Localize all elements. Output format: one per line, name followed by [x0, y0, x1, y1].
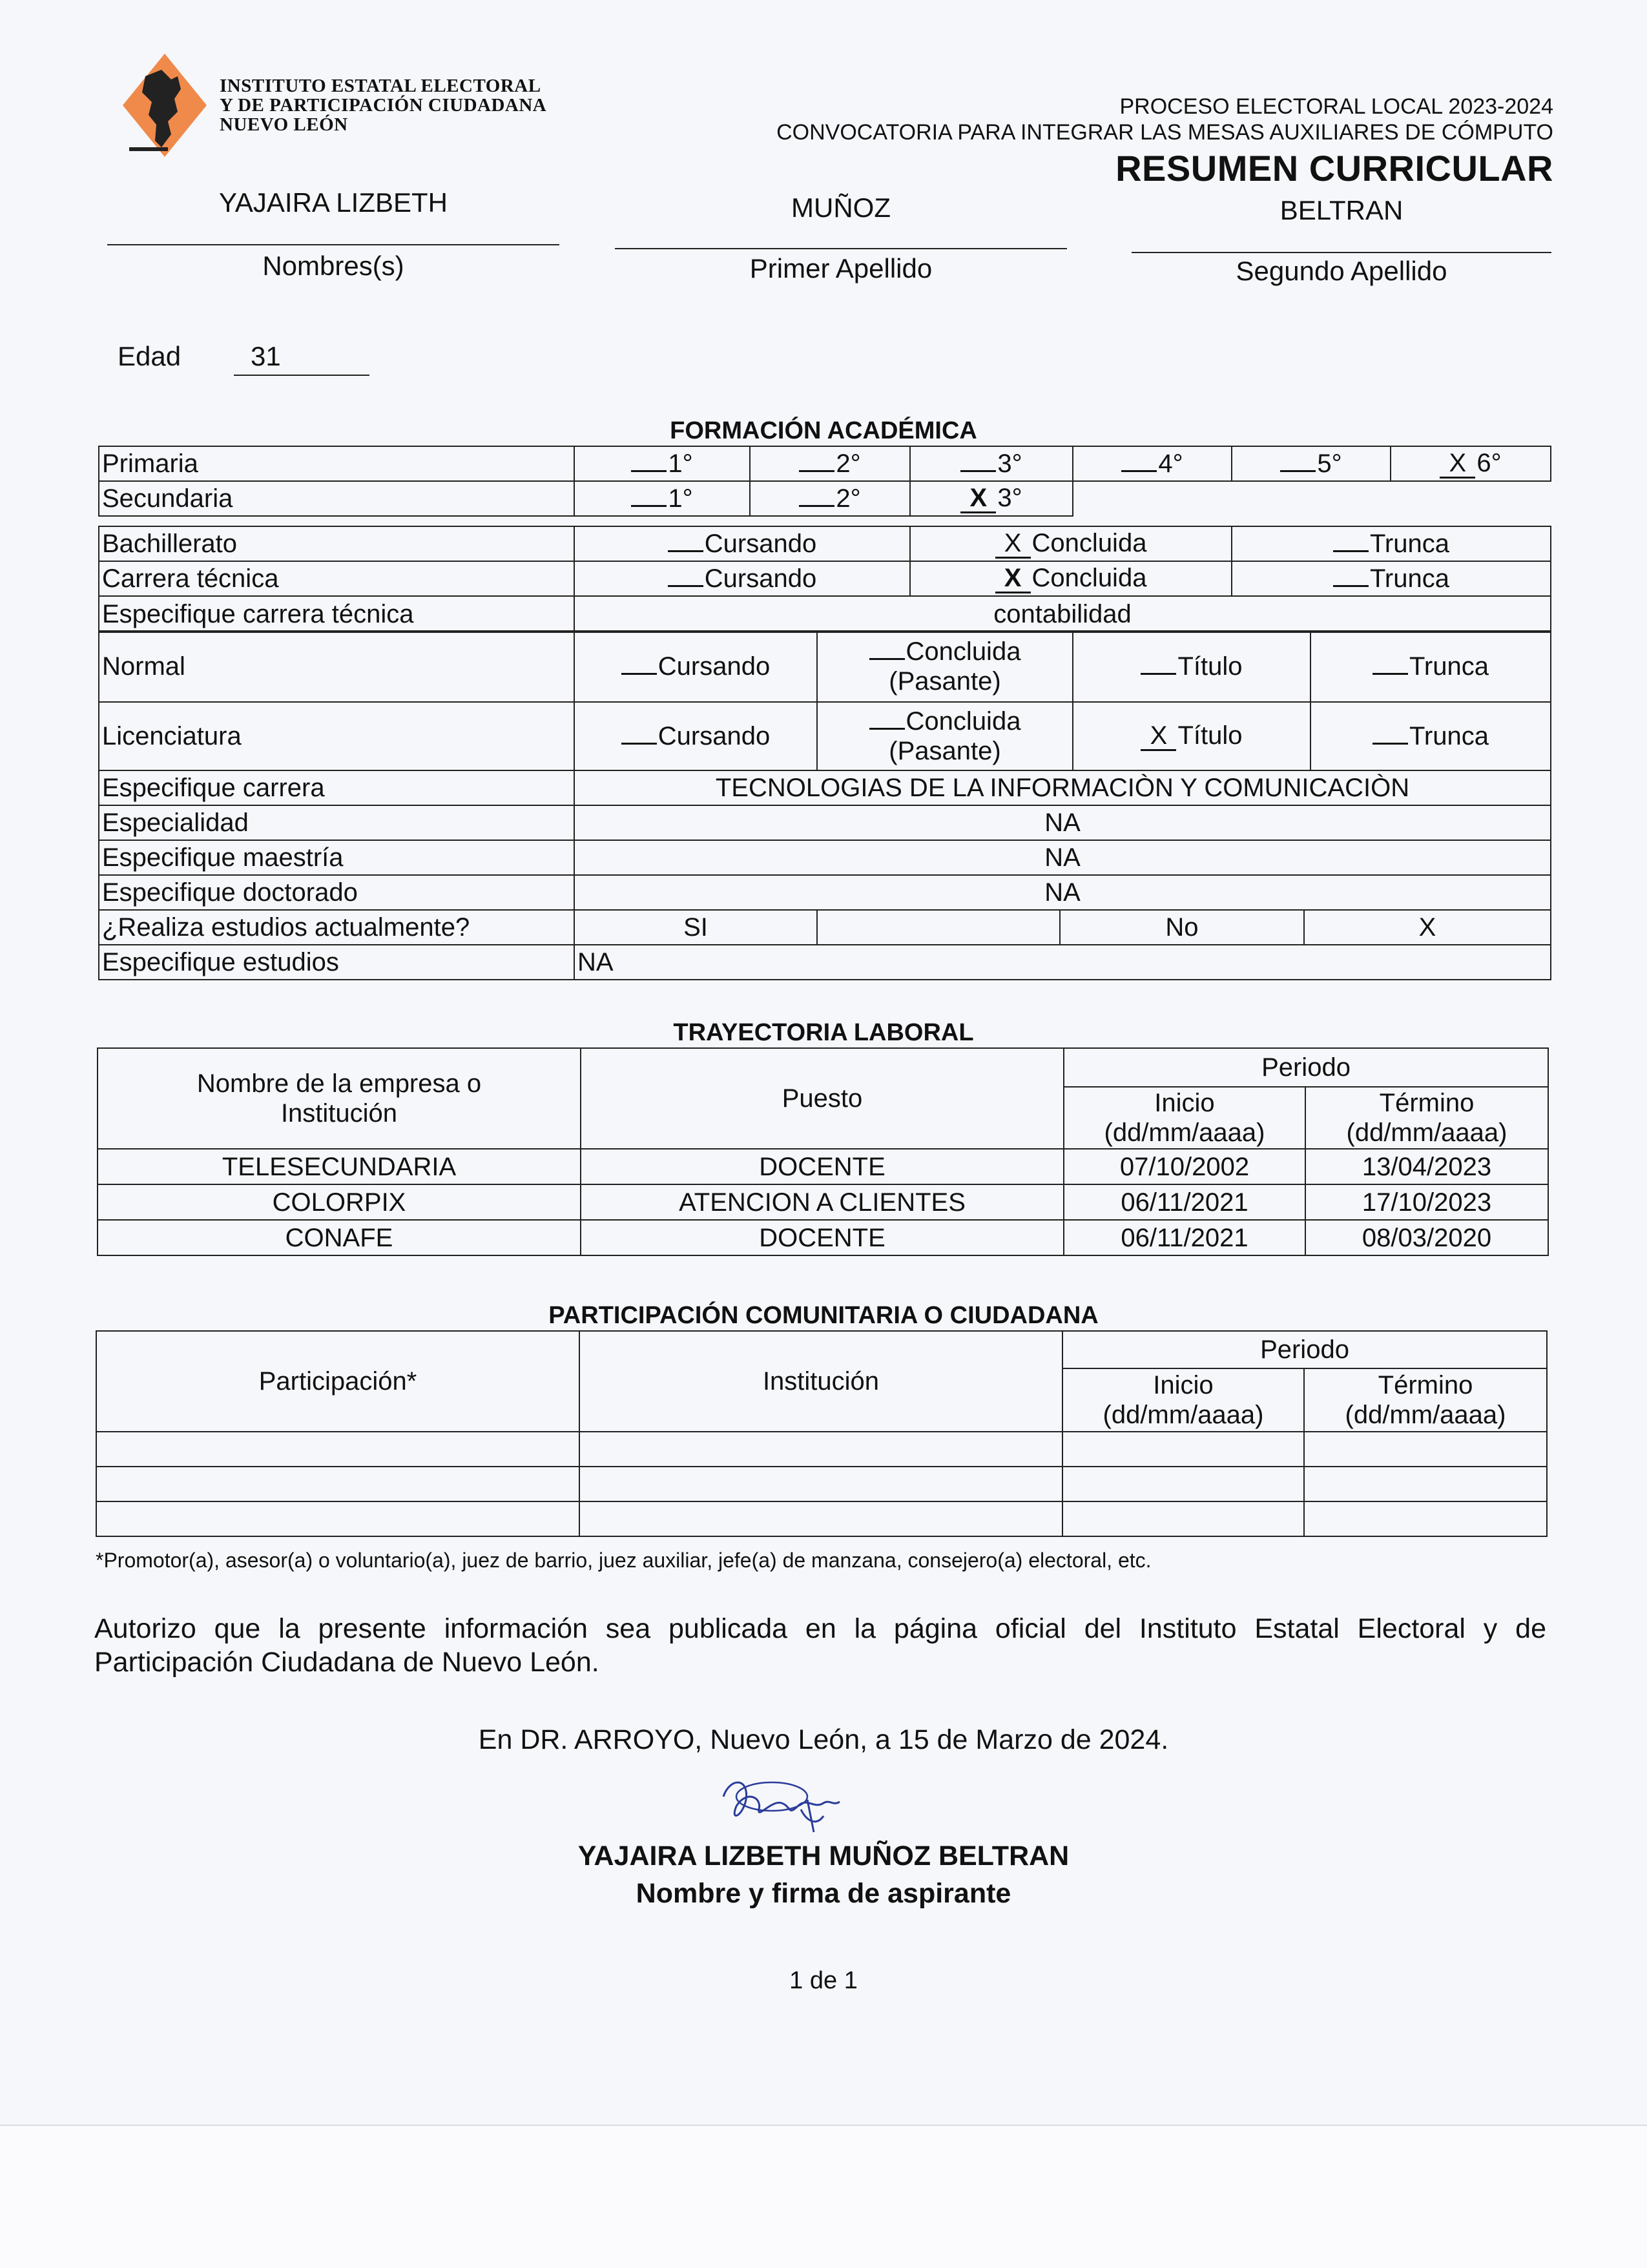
work-end: 08/03/2020	[1305, 1220, 1548, 1255]
work-position: ATENCION A CLIENTES	[581, 1184, 1064, 1220]
scan-bottom-margin	[0, 2125, 1647, 2268]
estudia-si: SI	[574, 910, 817, 945]
licenciatura-cursando: Cursando	[574, 702, 817, 770]
carrera-tecnica-trunca: Trunca	[1232, 561, 1551, 596]
secundaria-grade-3: X 3°	[910, 481, 1073, 516]
institution-name	[220, 76, 546, 134]
maestria-value: NA	[574, 840, 1551, 875]
primaria-grade-3: 3°	[910, 446, 1073, 481]
community-col-end: Término (dd/mm/aaaa)	[1304, 1368, 1547, 1432]
second-surname-line	[1132, 252, 1551, 253]
maestria-row	[99, 840, 1551, 875]
academic-table-4	[98, 770, 1551, 980]
names-line	[107, 244, 559, 245]
especifique-carrera-value: TECNOLOGIAS DE LA INFORMACIÒN Y COMUNICACIÒN	[574, 770, 1551, 805]
estudia-no: No	[1060, 910, 1304, 945]
work-col-end: Término (dd/mm/aaaa)	[1305, 1087, 1548, 1149]
doctorado-value: NA	[574, 875, 1551, 910]
estudia-label: ¿Realiza estudios actualmente?	[99, 910, 574, 945]
primaria-row	[99, 446, 1551, 481]
especifique-tecnica-label: Especifique carrera técnica	[99, 596, 574, 632]
especialidad-value: NA	[574, 805, 1551, 840]
work-col-company: Nombre de la empresa o Institución	[98, 1048, 581, 1149]
secundaria-grade-2: 2°	[750, 481, 910, 516]
work-start: 07/10/2002	[1064, 1149, 1305, 1184]
work-table	[97, 1047, 1549, 1256]
first-surname-value: MUÑOZ	[791, 192, 891, 223]
first-surname-line	[615, 248, 1067, 249]
community-col-institution: Institución	[579, 1331, 1062, 1432]
work-col-position: Puesto	[581, 1048, 1064, 1149]
second-surname-value: BELTRAN	[1279, 195, 1404, 225]
work-col-start: Inicio (dd/mm/aaaa)	[1064, 1087, 1305, 1149]
doctorado-row	[99, 875, 1551, 910]
work-position: DOCENTE	[581, 1149, 1064, 1184]
work-company: TELESECUNDARIA	[98, 1149, 581, 1184]
bachillerato-mark: X	[995, 530, 1031, 559]
work-start: 06/11/2021	[1064, 1184, 1305, 1220]
primaria-grade-2: 2°	[750, 446, 910, 481]
carrera-tecnica-concluida: X Concluida	[910, 561, 1232, 596]
licenciatura-label: Licenciatura	[99, 702, 574, 770]
bachillerato-trunca: Trunca	[1232, 526, 1551, 561]
page-number: 1 de 1	[789, 1967, 858, 1994]
community-col-participation: Participación*	[96, 1331, 579, 1432]
convocation-title: CONVOCATORIA PARA INTEGRAR LAS MESAS AUXILIARES DE CÓMPUTO	[776, 120, 1553, 145]
bachillerato-label: Bachillerato	[99, 526, 574, 561]
normal-label: Normal	[99, 631, 574, 702]
academic-section-title: FORMACIÓN ACADÉMICA	[670, 417, 977, 444]
community-table	[96, 1330, 1548, 1537]
community-col-period: Periodo	[1062, 1331, 1547, 1368]
especifique-estudios-value: NA	[574, 945, 1551, 980]
normal-concluida: Concluida (Pasante)	[817, 631, 1073, 702]
work-section-title: TRAYECTORIA LABORAL	[673, 1019, 974, 1046]
age-value: 31	[234, 341, 369, 376]
signature-caption: Nombre y firma de aspirante	[636, 1878, 1011, 1909]
work-start: 06/11/2021	[1064, 1220, 1305, 1255]
table-row	[96, 1467, 1547, 1501]
carrera-tecnica-mark: X	[995, 564, 1031, 593]
estudia-si-box	[817, 910, 1060, 945]
place-date: En DR. ARROYO, Nuevo León, a 15 de Marzo de 2024.	[478, 1724, 1169, 1755]
especifique-tecnica-value: contabilidad	[574, 596, 1551, 632]
estudia-row	[99, 910, 1551, 945]
licenciatura-titulo: X Título	[1073, 702, 1310, 770]
table-row	[98, 1149, 1548, 1184]
nuevo-leon-map-logo-icon	[116, 50, 213, 160]
signature-image	[710, 1771, 853, 1842]
especialidad-row	[99, 805, 1551, 840]
work-position: DOCENTE	[581, 1220, 1064, 1255]
community-col-start: Inicio (dd/mm/aaaa)	[1062, 1368, 1304, 1432]
community-footnote: *Promotor(a), asesor(a) o voluntario(a), juez de barrio, juez auxiliar, jefe(a) de manzana, consejero(a) electoral, etc.	[96, 1549, 1152, 1572]
carrera-tecnica-cursando: Cursando	[574, 561, 910, 596]
carrera-tecnica-row	[99, 561, 1551, 596]
work-end: 17/10/2023	[1305, 1184, 1548, 1220]
age-label: Edad	[118, 341, 181, 371]
work-col-period: Periodo	[1064, 1048, 1548, 1087]
maestria-label: Especifique maestría	[99, 840, 574, 875]
especifique-carrera-label: Especifique carrera	[99, 770, 574, 805]
primaria-grade-5: 5°	[1232, 446, 1391, 481]
licenciatura-mark: X	[1141, 722, 1176, 751]
secundaria-mark: X	[960, 484, 996, 513]
first-surname-caption: Primer Apellido	[749, 253, 933, 284]
bachillerato-concluida: X Concluida	[910, 526, 1232, 561]
second-surname-caption: Segundo Apellido	[1236, 256, 1447, 286]
normal-row	[99, 631, 1551, 702]
work-company: COLORPIX	[98, 1184, 581, 1220]
primaria-label: Primaria	[99, 446, 574, 481]
secundaria-row	[99, 481, 1551, 516]
process-title: PROCESO ELECTORAL LOCAL 2023-2024	[1119, 94, 1553, 119]
table-row	[98, 1220, 1548, 1255]
table-row	[96, 1501, 1547, 1536]
licenciatura-concluida: Concluida (Pasante)	[817, 702, 1073, 770]
estudia-no-box: X	[1304, 910, 1551, 945]
academic-table-2	[98, 526, 1551, 633]
doctorado-label: Especifique doctorado	[99, 875, 574, 910]
licenciatura-row	[99, 702, 1551, 770]
institution-line-1: INSTITUTO ESTATAL ELECTORAL	[220, 76, 541, 96]
especifique-tecnica-row	[99, 596, 1551, 632]
primaria-grade-1: 1°	[574, 446, 750, 481]
especialidad-label: Especialidad	[99, 805, 574, 840]
normal-trunca: Trunca	[1310, 631, 1551, 702]
names-value: YAJAIRA LIZBETH	[219, 187, 448, 218]
bachillerato-row	[99, 526, 1551, 561]
especifique-carrera-row	[99, 770, 1551, 805]
normal-titulo: Título	[1073, 631, 1310, 702]
especifique-estudios-row	[99, 945, 1551, 980]
secundaria-label: Secundaria	[99, 481, 574, 516]
primaria-grade-4: 4°	[1073, 446, 1232, 481]
document-title: RESUMEN CURRICULAR	[1115, 148, 1553, 189]
secundaria-empty	[1073, 481, 1551, 516]
especifique-estudios-label: Especifique estudios	[99, 945, 574, 980]
primaria-grade-6: X 6°	[1391, 446, 1551, 481]
carrera-tecnica-label: Carrera técnica	[99, 561, 574, 596]
primaria-mark: X	[1440, 449, 1475, 479]
work-header-row-1	[98, 1048, 1548, 1087]
academic-table-3	[98, 630, 1551, 771]
table-row	[98, 1184, 1548, 1220]
normal-cursando: Cursando	[574, 631, 817, 702]
bachillerato-cursando: Cursando	[574, 526, 910, 561]
authorization-text: Autorizo que la presente información sea publicada en la página oficial del Instituto Estatal Electoral y de Participación Ciudadana de Nuevo León.	[94, 1613, 1546, 1678]
community-section-title: PARTICIPACIÓN COMUNITARIA O CIUDADANA	[548, 1302, 1099, 1329]
table-row	[96, 1432, 1547, 1467]
work-company: CONAFE	[98, 1220, 581, 1255]
institution-line-2: Y DE PARTICIPACIÓN CIUDADANA	[220, 95, 547, 116]
community-header-row-1	[96, 1331, 1547, 1368]
applicant-name: YAJAIRA LIZBETH MUÑOZ BELTRAN	[577, 1840, 1070, 1871]
work-end: 13/04/2023	[1305, 1149, 1548, 1184]
names-caption: Nombres(s)	[262, 251, 404, 281]
institution-line-3: NUEVO LEÓN	[220, 114, 348, 135]
academic-table	[98, 446, 1551, 517]
secundaria-grade-1: 1°	[574, 481, 750, 516]
licenciatura-trunca: Trunca	[1310, 702, 1551, 770]
